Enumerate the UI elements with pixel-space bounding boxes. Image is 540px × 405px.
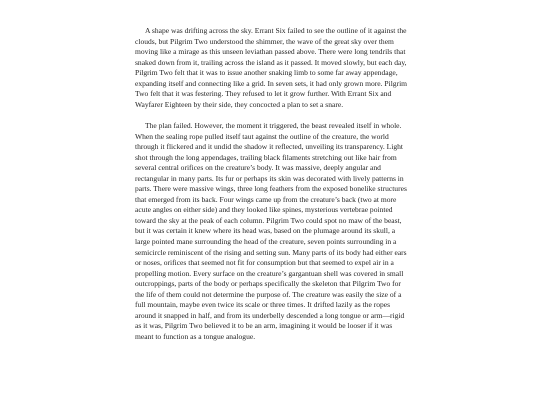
paragraph-2: The plan failed. However, the moment it triggered, the beast revealed itself in whole. When the sealing rope pulled itself taut against the outline of the creature, the world through it flickered and it undid the shadow it reflected, unveiling its transparency. Light shot through the long appendages, trailing black filaments stretching out like hair from several central orifices on the creature’s body. It was massive, deeply angular and rectangular in many parts. Its fur or perhaps its skin was decorated with lively patterns in parts. There were massive wings, three long feathers from the exposed bonelike structures that emerged from its back. Four wings came up from the creature’s back (two at more acute angles on either side) and they looked like spines, mysterious vertebrae pointed toward the sky at the peak of each column. Pilgrim Two could spot no maw of the beast, but it was certain it knew where its head was, based on the plumage around its skull, a large pointed mane surrounding the head of the creature, seven points surrounding in a semicircle reminiscent of the rising and setting sun. Many parts of its body had either ears or noses, orifices that seemed not fit for consumption but that seemed to expel air in a propelling motion. Every surface on the creature’s gargantuan shell was covered in small outcroppings, parts of the body or perhaps specifically the skeleton that Pilgrim Two for the life of them could not determine the purpose of. The creature was easily the size of a full mountain, maybe even twice its scale or three times. It drifted lazily as the ropes around it snapped in half, and from its underbelly descended a long tongue or arm—rigid as it was, Pilgrim Two believed it to be an arm, imagining it would be looser if it was meant to function as a tongue analogue. — [135, 120, 407, 341]
paragraph-1: A shape was drifting across the sky. Errant Six failed to see the outline of it against the clouds, but Pilgrim Two understood the shimmer, the wave of the great sky over them moving like a mirage as this unseen leviathan passed above. There were long tendrils that snaked down from it, trailing across the island as it passed. It moved slowly, but each day, Pilgrim Two felt that it was to issue another snaking limb to some far away appendage, expanding itself and connecting like a grid. In seven sets, it had only grown more. Pilgrim Two felt that it was festering. They refused to let it grow further. With Errant Six and Wayfarer Eighteen by their side, they concocted a plan to set a snare. — [135, 26, 408, 109]
